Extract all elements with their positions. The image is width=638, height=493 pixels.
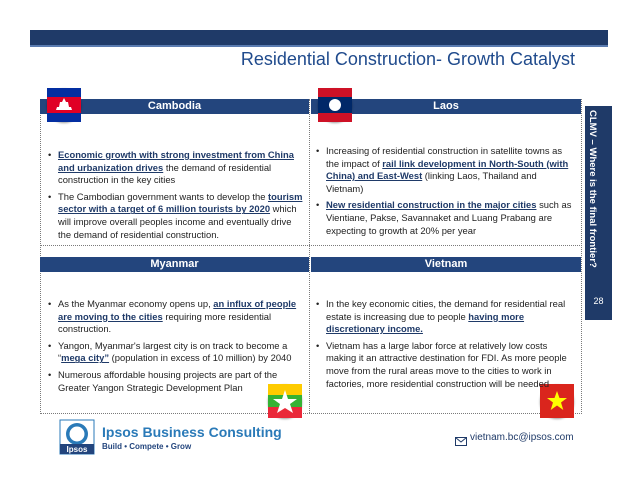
- logo-title: Ipsos Business Consulting: [102, 424, 282, 440]
- vietnam-content: [314, 298, 576, 394]
- contact-email[interactable]: vietnam.bc@ipsos.com: [470, 432, 574, 443]
- page-number: 28: [593, 296, 604, 306]
- list-item: • New residential construction in the major cities such as Vientiane, Pakse, Savannaket and Luang Prabang are expecting to growth at 20% per year: [314, 199, 576, 237]
- list-item: • As the Myanmar economy opens up, an influx of people are moving to the cities requiring more residential construction.: [46, 298, 304, 336]
- top-banner-stripe: [30, 45, 608, 47]
- top-banner: [30, 30, 608, 45]
- cambodia-flag-icon: [47, 88, 81, 122]
- laos-content: [314, 145, 576, 241]
- list-item: • The Cambodian government wants to develop the tourism sector with a target of 6 million tourists by 2020 which will improve overall peoples income and eventually drive the demand of residential construction.: [46, 191, 304, 241]
- header-myanmar: Myanmar: [40, 257, 309, 272]
- vertical-divider: [309, 99, 310, 413]
- list-item: • Economic growth with strong investment from China and urbanization drives the demand of residential construction in the key cities: [46, 149, 304, 187]
- myanmar-content: [46, 298, 304, 398]
- logo-tagline: Build • Compete • Grow: [102, 442, 192, 451]
- laos-flag-icon: [318, 88, 352, 122]
- header-cambodia: Cambodia: [40, 99, 309, 114]
- list-item: • Yangon, Myanmar's largest city is on track to become a “mega city” (population in excess of 10 million) by 2040: [46, 340, 304, 365]
- logo-brand: Ipsos: [66, 445, 88, 454]
- cambodia-content: [46, 149, 304, 245]
- list-item: • Vietnam has a large labor force at relatively low costs making it an attractive destination for FDI. As more people move from the rural areas move to the cities to work in factories, more residential construction will be needed: [314, 340, 576, 390]
- header-laos: Laos: [311, 99, 581, 114]
- list-item: • In the key economic cities, the demand for residential real estate is increasing due to people having more discretionary income.: [314, 298, 576, 336]
- section-title: CLMV – Where is the final frontier?: [587, 110, 598, 268]
- list-item: • Increasing of residential construction in satellite towns as the impact of rail link development in North-South (with China) and East-West (linking Laos, Thailand and Vietnam): [314, 145, 576, 195]
- list-item: • Numerous affordable housing projects are part of the Greater Yangon Strategic Development Plan: [46, 369, 304, 394]
- mail-icon: [455, 433, 467, 451]
- header-vietnam: Vietnam: [311, 257, 581, 272]
- section-sidebar: [585, 106, 612, 320]
- ipsos-logo: [60, 420, 282, 461]
- page-title: Residential Construction- Growth Catalyst: [240, 49, 575, 69]
